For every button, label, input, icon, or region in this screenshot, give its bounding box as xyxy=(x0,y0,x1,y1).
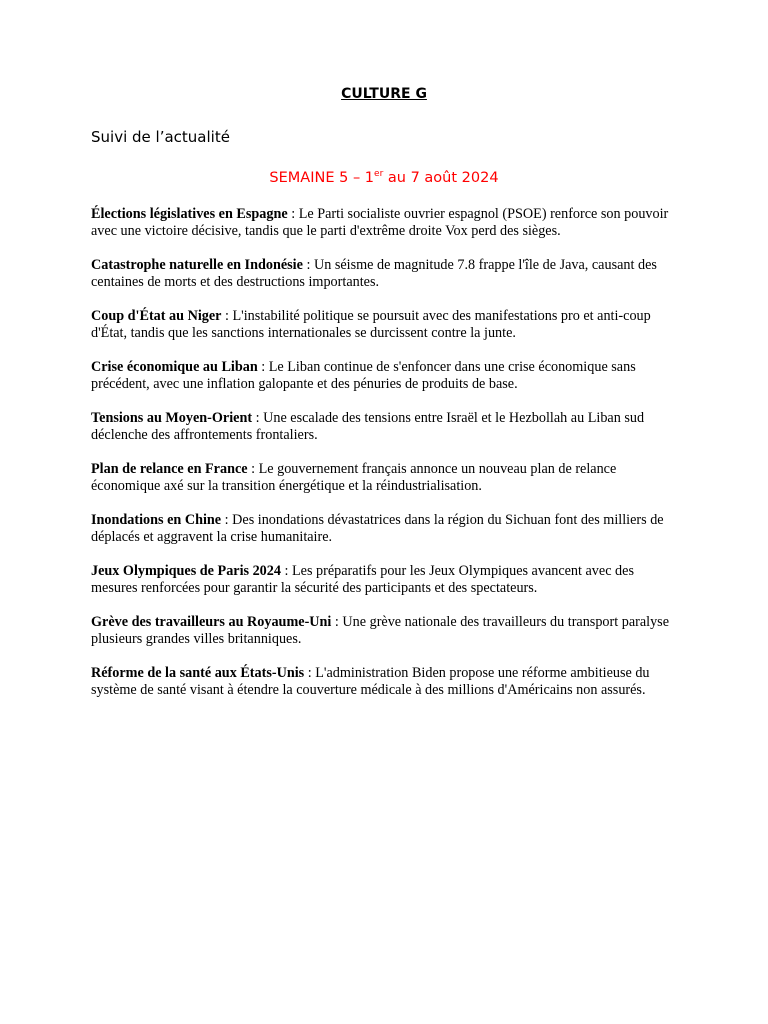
news-heading: Inondations en Chine xyxy=(91,512,222,528)
news-text: : Des inondations dévastatrices dans la région du Sichuan font des milliers de déplacés et aggravent la crise humanitaire. xyxy=(91,512,664,545)
week-prefix: SEMAINE 5 – 1 xyxy=(269,170,375,186)
news-heading: Coup d'État au Niger xyxy=(91,308,222,324)
news-heading: Élections législatives en Espagne xyxy=(91,206,288,222)
news-heading: Réforme de la santé aux États-Unis xyxy=(91,665,305,681)
week-suffix: au 7 août 2024 xyxy=(383,170,499,186)
news-item xyxy=(91,359,681,393)
news-heading: Catastrophe naturelle en Indonésie xyxy=(91,257,303,273)
news-heading: Grève des travailleurs au Royaume-Uni xyxy=(91,614,332,630)
document-subtitle: Suivi de l’actualité xyxy=(91,128,230,146)
news-text: : Les préparatifs pour les Jeux Olympiques avancent avec des mesures renforcées pour garantir la sécurité des participants et des spectateurs. xyxy=(91,563,634,596)
news-heading: Jeux Olympiques de Paris 2024 xyxy=(91,563,281,579)
news-heading: Crise économique au Liban xyxy=(91,359,258,375)
news-item xyxy=(91,461,681,495)
news-text: : Une escalade des tensions entre Israël et le Hezbollah au Liban sud déclenche des affrontements frontaliers. xyxy=(91,410,645,443)
news-heading: Tensions au Moyen-Orient xyxy=(91,410,253,426)
news-text: : Le gouvernement français annonce un nouveau plan de relance économique axé sur la transition énergétique et la réindustrialisation. xyxy=(91,461,617,494)
news-text: : Une grève nationale des travailleurs du transport paralyse plusieurs grandes villes britanniques. xyxy=(91,614,669,647)
news-item xyxy=(91,563,681,597)
news-item xyxy=(91,206,681,240)
document-title: CULTURE G xyxy=(341,86,427,102)
week-superscript: er xyxy=(374,169,384,180)
news-item xyxy=(91,257,681,291)
news-list xyxy=(91,206,681,716)
news-item xyxy=(91,410,681,444)
news-heading: Plan de relance en France xyxy=(91,461,248,477)
news-text: : Le Liban continue de s'enfoncer dans une crise économique sans précédent, avec une inflation galopante et des pénuries de produits de base. xyxy=(91,359,636,392)
news-item xyxy=(91,308,681,342)
news-text: : Un séisme de magnitude 7.8 frappe l'île de Java, causant des centaines de morts et des destructions importantes. xyxy=(91,257,657,290)
news-text: : L'administration Biden propose une réforme ambitieuse du système de santé visant à étendre la couverture médicale à des millions d'Américains non assurés. xyxy=(91,665,650,698)
news-item xyxy=(91,614,681,648)
news-item xyxy=(91,512,681,546)
news-text: : Le Parti socialiste ouvrier espagnol (PSOE) renforce son pouvoir avec une victoire décisive, tandis que le parti d'extrême droite Vox perd des sièges. xyxy=(91,206,669,239)
week-heading xyxy=(0,170,768,186)
news-item xyxy=(91,665,681,699)
news-text: : L'instabilité politique se poursuit avec des manifestations pro et anti-coup d'État, tandis que les sanctions internationales se durcissent contre la junte. xyxy=(91,308,651,341)
